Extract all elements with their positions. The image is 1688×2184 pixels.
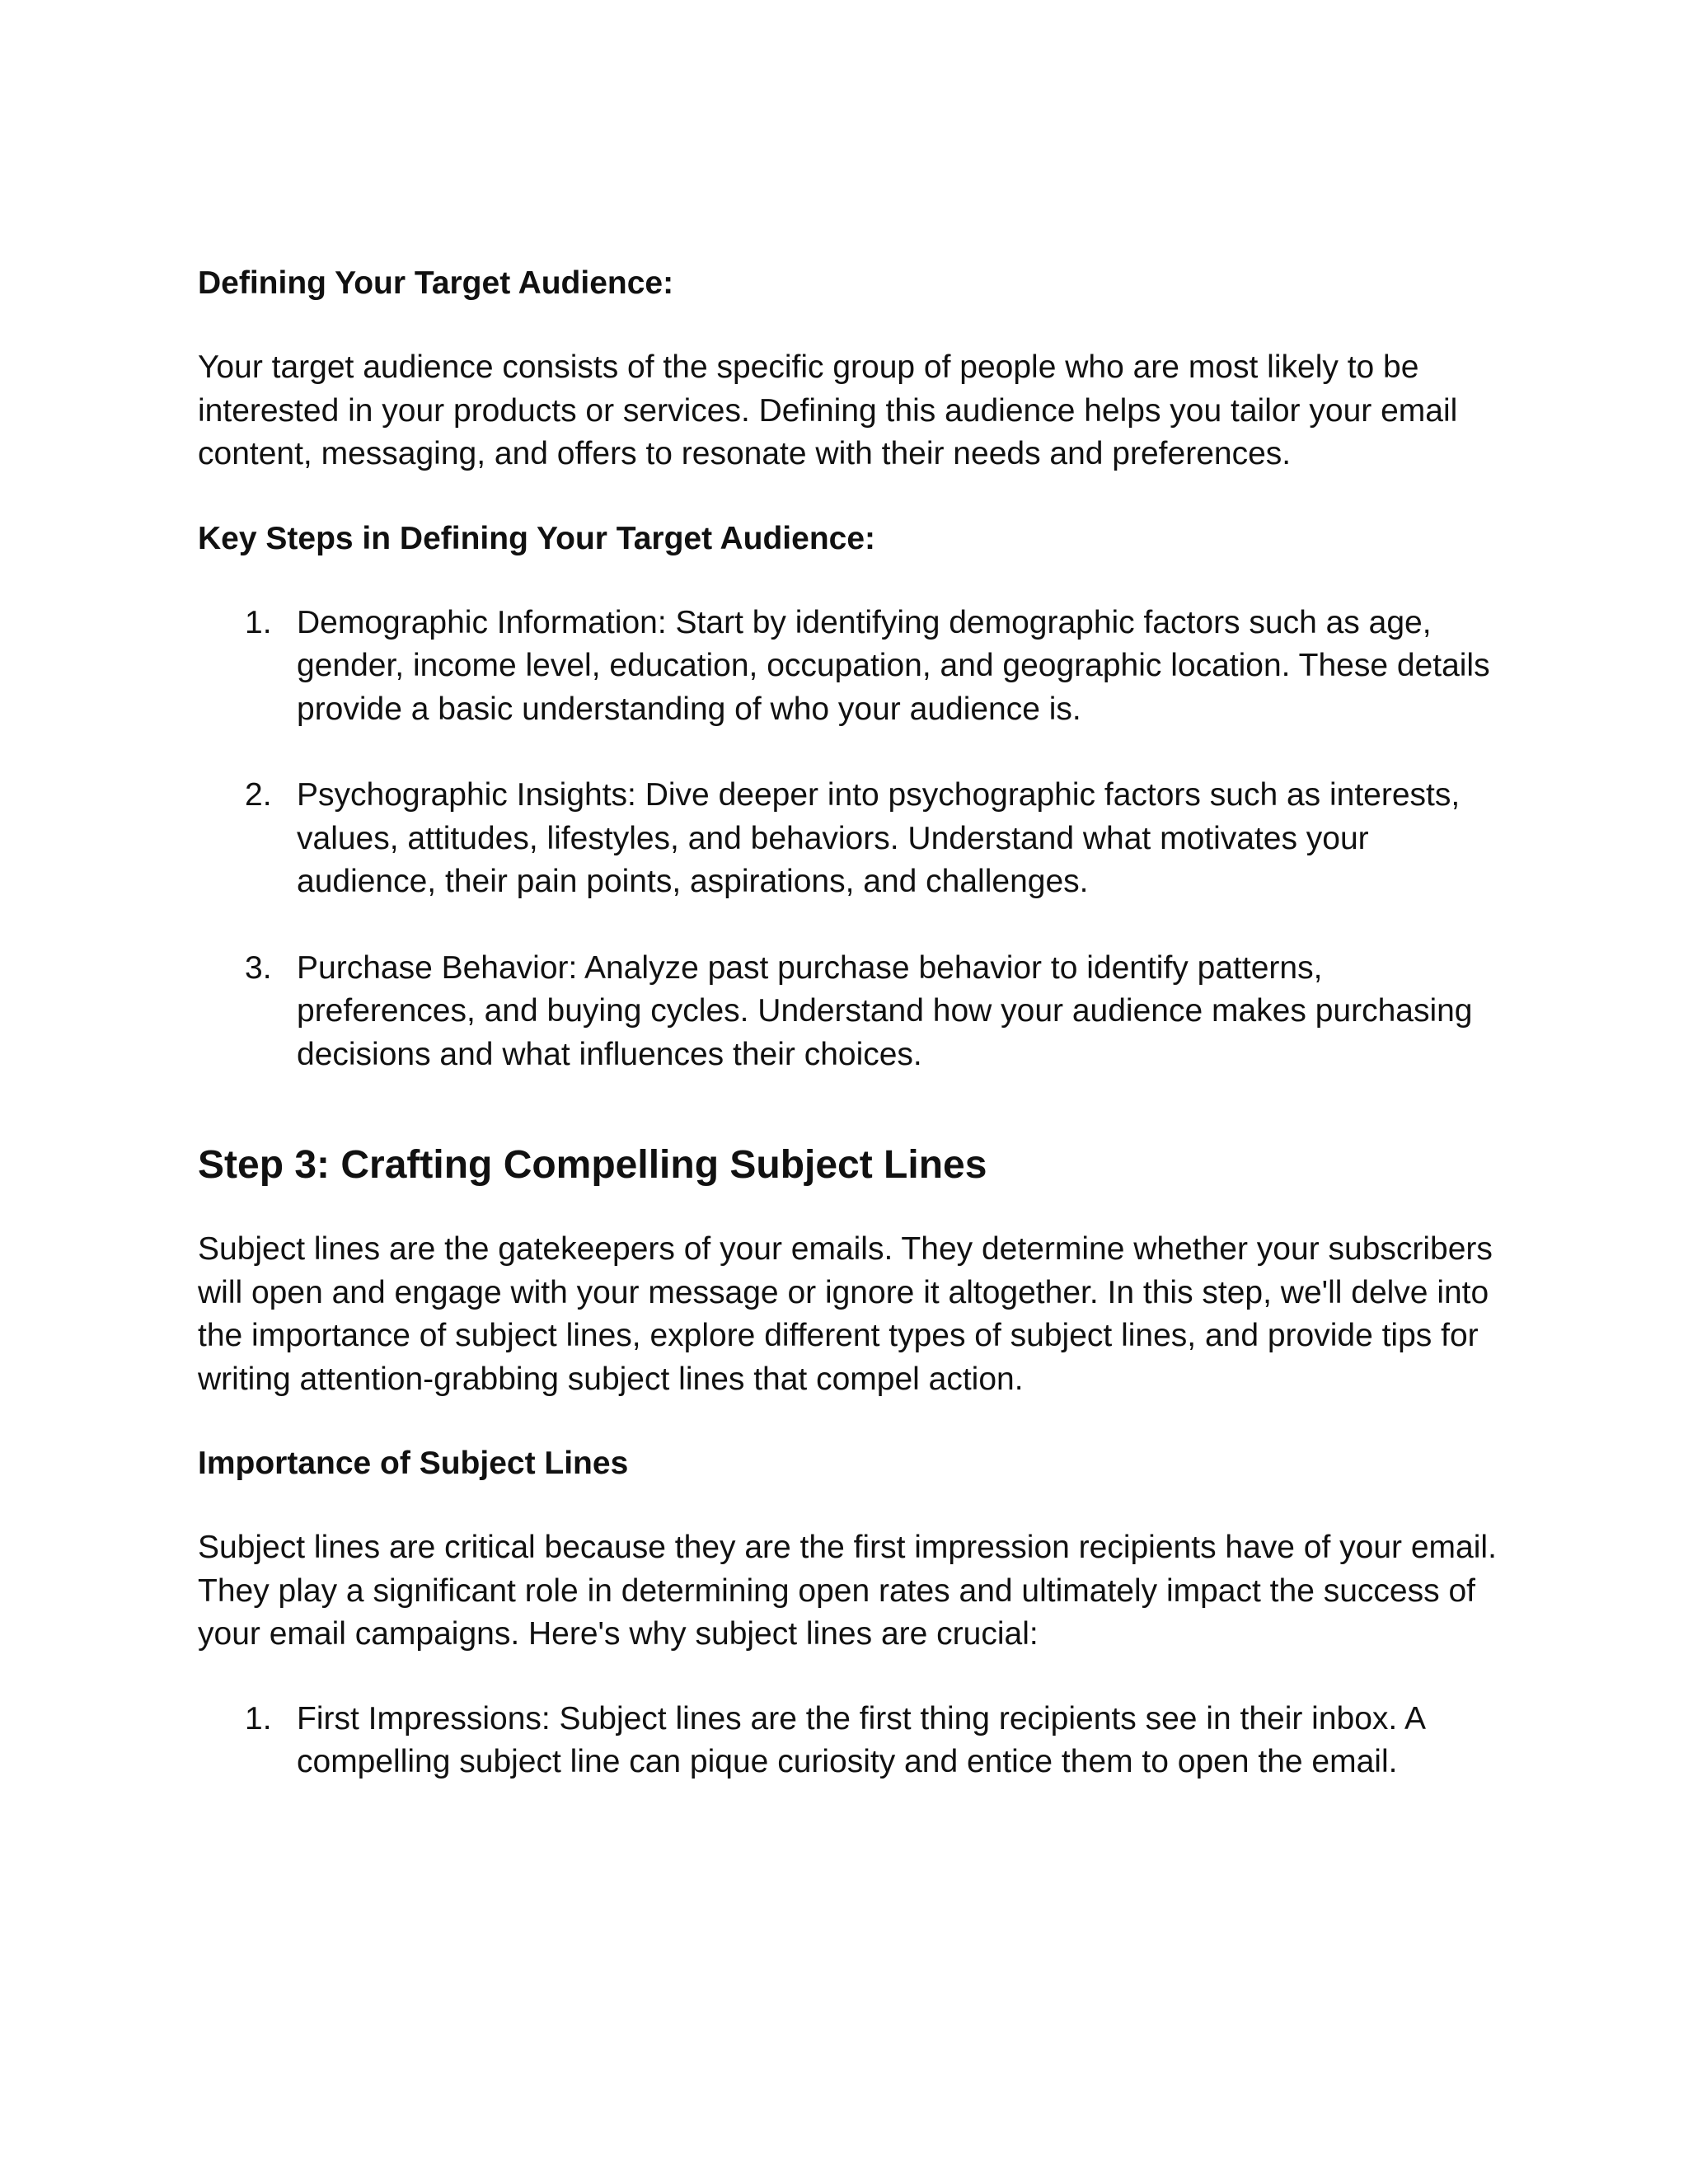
list-item-number: 2.	[245, 777, 272, 813]
list-item	[198, 1698, 1508, 1784]
list-item-number: 1.	[245, 604, 272, 640]
list-item-number: 1.	[245, 1700, 272, 1736]
paragraph-target-audience: Your target audience consists of the specific group of people who are most likely to be interested in your products or services. Defining this audience helps you tailor your email content, messaging, and offers to resonate with their needs and preferences.	[198, 349, 1458, 471]
list-item	[198, 947, 1508, 1077]
list-item-text: Purchase Behavior: Analyze past purchase behavior to identify patterns, preferences, and buying cycles. Understand how your audience makes purchasing decisions and what influences their choices.	[297, 949, 1473, 1072]
heading-key-steps: Key Steps in Defining Your Target Audience:	[198, 520, 876, 556]
heading-step-3: Step 3: Crafting Compelling Subject Lines	[198, 1143, 987, 1187]
key-steps-list	[198, 602, 1508, 1077]
list-item	[198, 602, 1508, 732]
list-item	[198, 774, 1508, 904]
heading-defining-target-audience: Defining Your Target Audience:	[198, 265, 674, 301]
list-item-number: 3.	[245, 949, 272, 986]
page-content	[198, 262, 1508, 1784]
list-item-text: Psychographic Insights: Dive deeper into psychographic factors such as interests, values, attitudes, lifestyles, and behaviors. Understand what motivates your audience, their pain points, aspirations, and challenges.	[297, 777, 1461, 899]
paragraph-subject-lines-intro: Subject lines are the gatekeepers of your emails. They determine whether your subscribers will open and engage with your message or ignore it altogether. In this step, we'll delve into the importance of subject lines, explore different types of subject lines, and provide tips for writing attention-grabbing subject lines that compel action.	[198, 1231, 1493, 1397]
list-item-text: Demographic Information: Start by identifying demographic factors such as age, gender, income level, education, occupation, and geographic location. These details provide a basic understanding of who your audience is.	[297, 604, 1490, 727]
importance-list	[198, 1698, 1508, 1784]
list-item-text: First Impressions: Subject lines are the first thing recipients see in their inbox. A compelling subject line can pique curiosity and entice them to open the email.	[297, 1700, 1424, 1779]
heading-importance-subject-lines: Importance of Subject Lines	[198, 1446, 629, 1481]
paragraph-importance: Subject lines are critical because they are the first impression recipients have of your email. They play a significant role in determining open rates and ultimately impact the success of your email campaigns. Here's why subject lines are crucial:	[198, 1530, 1497, 1652]
